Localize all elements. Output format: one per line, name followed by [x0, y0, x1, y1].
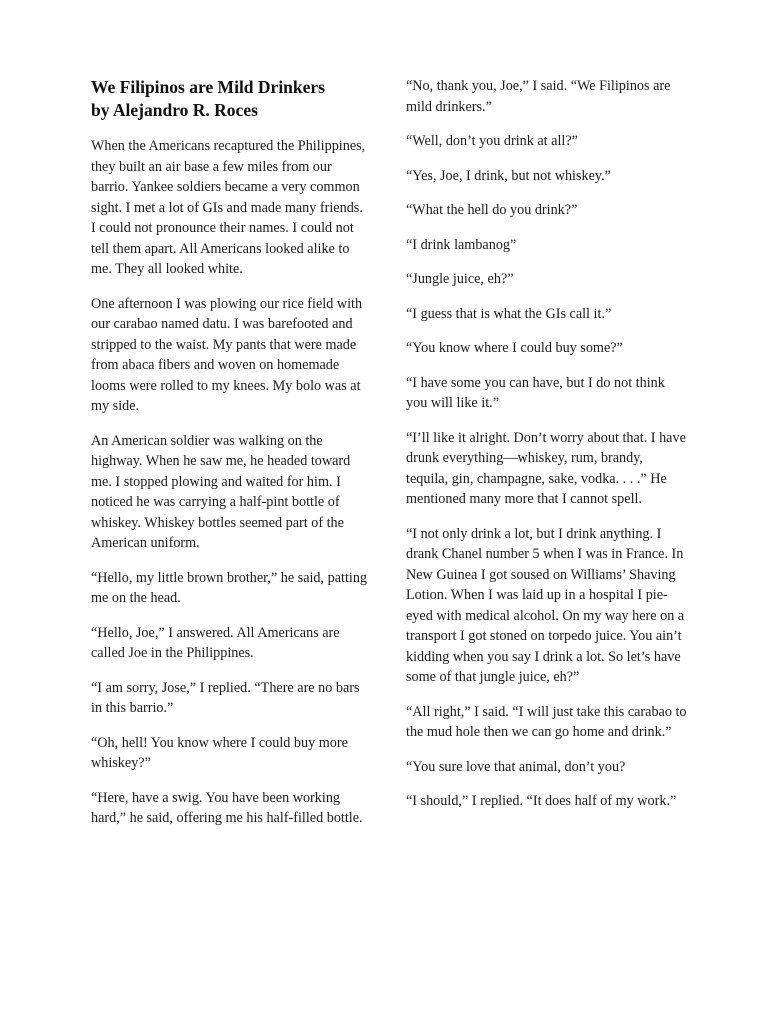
- paragraph-right-13: “You sure love that animal, don’t you?: [406, 758, 626, 775]
- left-column: [91, 76, 369, 843]
- paragraph-right-4: “What the hell do you drink?”: [406, 202, 578, 218]
- paragraph-left-7: “Oh, hell! You know where I could buy more whiskey?”: [91, 734, 348, 771]
- paragraph-right-3: “Yes, Joe, I drink, but not whiskey.”: [406, 167, 611, 184]
- right-column: [406, 76, 688, 826]
- paragraph-right-6: “Jungle juice, eh?”: [406, 271, 514, 287]
- paragraph-left-1: When the Americans recaptured the Philippines, they built an air base a few miles from our barrio. Yankee soldiers became a very common sight. I met a lot of GIs and made many friends. I could not pronounce their names. I could not tell them apart. All Americans looked alike to me. They all looked white.: [91, 138, 366, 277]
- title-line-1: We Filipinos are Mild Drinkers: [91, 77, 325, 97]
- paragraph-left-5: “Hello, Joe,” I answered. All Americans are called Joe in the Philippines.: [91, 624, 340, 661]
- paragraph-left-4: “Hello, my little brown brother,” he said, patting me on the head.: [91, 569, 368, 606]
- paragraph-right-11: “I not only drink a lot, but I drink anything. I drank Chanel number 5 when I was in France. In New Guinea I got soused on Williams’ Shaving Lotion. When I was laid up in a hospital I pie-eyed with medical alcohol. On my way here on a transport I got stoned on torpedo juice. You ain’t kidding when you say I drink a lot. So let’s have some of that jungle juice, eh?”: [406, 525, 685, 685]
- paragraph-left-2: One afternoon I was plowing our rice field with our carabao named datu. I was barefooted and stripped to the waist. My pants that were made from abaca fibers and woven on homemade looms were rolled to my knees. My bolo was at my side.: [91, 295, 363, 414]
- paragraph-left-3: An American soldier was walking on the highway. When he saw me, he headed toward me. I stopped plowing and waited for him. I noticed he was carrying a half-pint bottle of whiskey. Whiskey bottles seemed part of the American uniform.: [91, 432, 351, 551]
- paragraph-right-8: “You know where I could buy some?”: [406, 340, 623, 356]
- paragraph-right-5: “I drink lambanog”: [406, 236, 517, 253]
- title-line-2-author: by Alejandro R. Roces: [91, 100, 258, 120]
- paragraph-right-14: “I should,” I replied. “It does half of my work.”: [406, 793, 677, 809]
- document-title: [91, 76, 369, 122]
- paragraph-right-1: “No, thank you, Joe,” I said. “We Filipinos are mild drinkers.”: [406, 78, 671, 115]
- paragraph-right-9: “I have some you can have, but I do not think you will like it.”: [406, 374, 665, 411]
- paragraph-left-8: “Here, have a swig. You have been working hard,” he said, offering me his half-filled bottle.: [91, 789, 363, 826]
- paragraph-right-12: “All right,” I said. “I will just take this carabao to the mud hole then we can go home and drink.”: [406, 703, 687, 740]
- paragraph-right-2: “Well, don’t you drink at all?”: [406, 133, 578, 149]
- paragraph-left-6: “I am sorry, Jose,” I replied. “There are no bars in this barrio.”: [91, 679, 360, 716]
- paragraph-right-10: “I’ll like it alright. Don’t worry about that. I have drunk everything—whiskey, rum, brandy, tequila, gin, champagne, sake, vodka. . . .” He mentioned many more that I cannot spell.: [406, 429, 686, 507]
- paragraph-right-7: “I guess that is what the GIs call it.”: [406, 305, 612, 322]
